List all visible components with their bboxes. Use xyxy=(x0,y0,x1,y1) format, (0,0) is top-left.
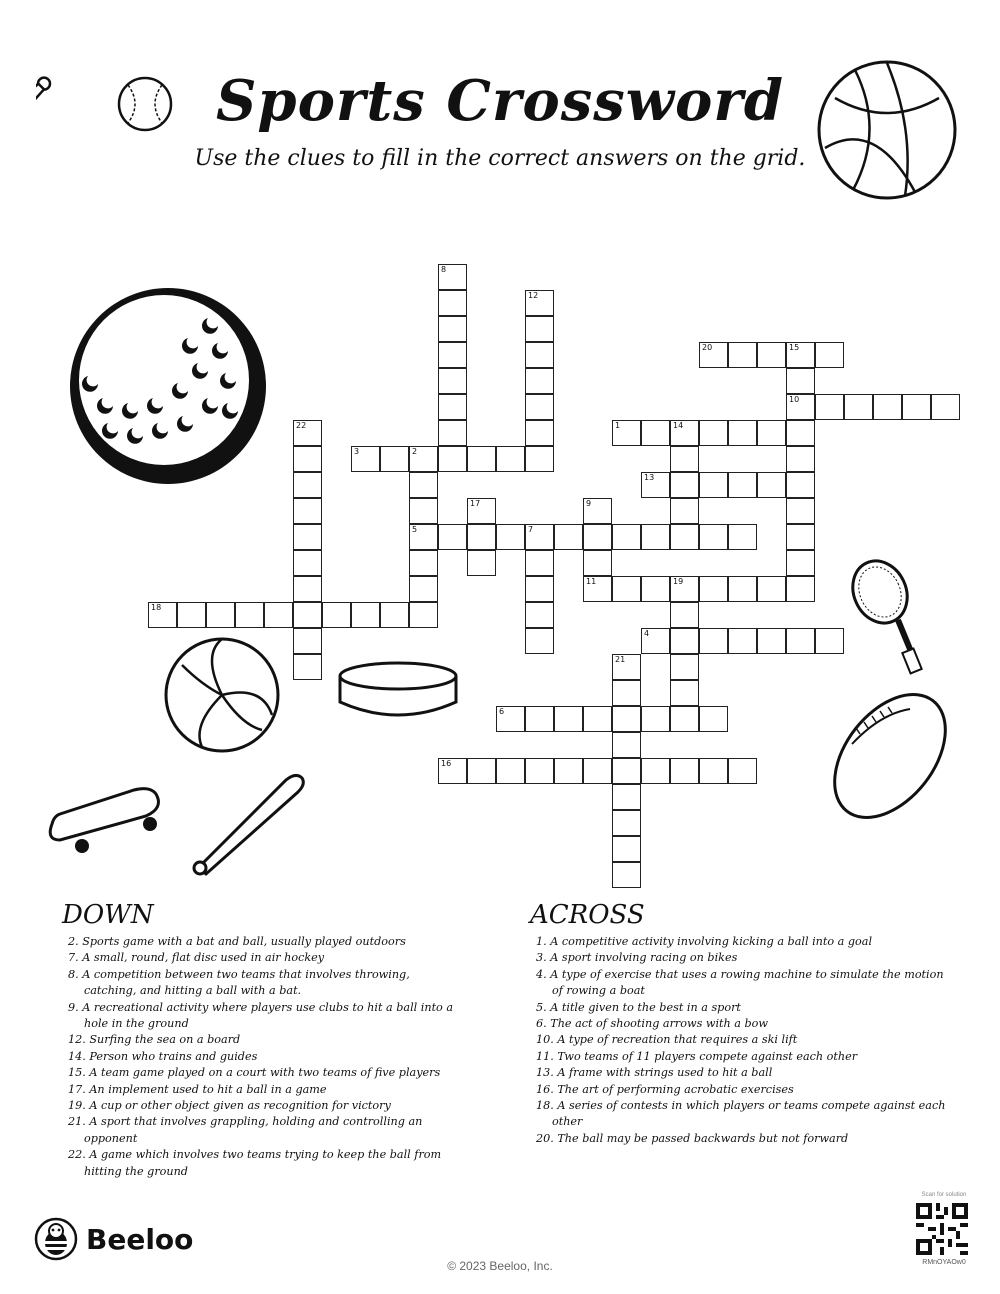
grid-cell[interactable] xyxy=(583,576,612,602)
grid-cell[interactable] xyxy=(728,472,757,498)
clue-number: 2 xyxy=(412,447,418,456)
grid-cell[interactable] xyxy=(380,446,409,472)
grid-cell[interactable] xyxy=(438,368,467,394)
grid-cell[interactable] xyxy=(525,342,554,368)
grid-cell[interactable] xyxy=(525,628,554,654)
grid-cell[interactable] xyxy=(641,576,670,602)
clue-number: 13 xyxy=(644,473,655,482)
grid-cell[interactable] xyxy=(815,342,844,368)
clue-number: 11 xyxy=(586,577,597,586)
down-clue: 7. A small, round, flat disc used in air hockey xyxy=(68,951,325,965)
grid-cell[interactable] xyxy=(612,524,641,550)
down-clue-list xyxy=(62,934,462,1180)
grid-cell[interactable] xyxy=(641,524,670,550)
grid-cell[interactable] xyxy=(786,446,815,472)
grid-cell[interactable] xyxy=(554,706,583,732)
clue-number: 8 xyxy=(441,265,447,274)
grid-cell[interactable] xyxy=(612,862,641,888)
grid-cell[interactable] xyxy=(409,602,438,628)
grid-cell[interactable] xyxy=(525,524,554,550)
grid-cell[interactable] xyxy=(554,758,583,784)
down-clue: 2. Sports game with a bat and ball, usually played outdoors xyxy=(68,935,406,948)
grid-cell[interactable] xyxy=(902,394,931,420)
grid-cell[interactable] xyxy=(293,472,322,498)
grid-cell[interactable] xyxy=(583,758,612,784)
grid-cell[interactable] xyxy=(409,446,438,472)
grid-cell[interactable] xyxy=(786,420,815,446)
across-clue: 18. A series of contests in which players or teams compete against each other xyxy=(536,1099,946,1129)
grid-cell[interactable] xyxy=(467,446,496,472)
grid-cell[interactable] xyxy=(815,394,844,420)
grid-cell[interactable] xyxy=(148,602,177,628)
clue-number: 14 xyxy=(673,421,684,430)
clue-number: 9 xyxy=(586,499,592,508)
grid-cell[interactable] xyxy=(670,602,699,628)
across-clue: 1. A competitive activity involving kicking a ball into a goal xyxy=(536,935,873,948)
grid-cell[interactable] xyxy=(438,342,467,368)
page-title: Sports Crossword xyxy=(215,68,785,134)
grid-cell[interactable] xyxy=(786,524,815,550)
grid-cell[interactable] xyxy=(525,706,554,732)
grid-cell[interactable] xyxy=(699,576,728,602)
grid-cell[interactable] xyxy=(438,290,467,316)
grid-cell[interactable] xyxy=(670,472,699,498)
grid-cell[interactable] xyxy=(496,446,525,472)
grid-cell[interactable] xyxy=(525,602,554,628)
grid-cell[interactable] xyxy=(641,420,670,446)
grid-cell[interactable] xyxy=(380,602,409,628)
across-clue: 3. A sport involving racing on bikes xyxy=(536,951,738,965)
grid-cell[interactable] xyxy=(293,420,322,446)
grid-cell[interactable] xyxy=(612,654,641,680)
clue-number: 22 xyxy=(296,421,307,430)
down-clue: 19. A cup or other object given as recognition for victory xyxy=(68,1099,391,1113)
grid-cell[interactable] xyxy=(438,446,467,472)
clue-number: 16 xyxy=(441,759,452,768)
grid-cell[interactable] xyxy=(496,706,525,732)
clue-number: 7 xyxy=(528,525,534,534)
grid-cell[interactable] xyxy=(264,602,293,628)
grid-cell[interactable] xyxy=(670,576,699,602)
grid-cell[interactable] xyxy=(786,472,815,498)
grid-cell[interactable] xyxy=(438,316,467,342)
grid-cell[interactable] xyxy=(409,498,438,524)
grid-cell[interactable] xyxy=(293,602,322,628)
grid-cell[interactable] xyxy=(409,576,438,602)
grid-cell[interactable] xyxy=(670,524,699,550)
clue-number: 15 xyxy=(789,343,800,352)
grid-cell[interactable] xyxy=(612,576,641,602)
grid-cell[interactable] xyxy=(786,342,815,368)
grid-cell[interactable] xyxy=(525,420,554,446)
grid-cell[interactable] xyxy=(525,316,554,342)
grid-cell[interactable] xyxy=(699,628,728,654)
clue-number: 19 xyxy=(673,577,684,586)
grid-cell[interactable] xyxy=(409,524,438,550)
grid-cell[interactable] xyxy=(351,446,380,472)
clue-number: 18 xyxy=(151,603,162,612)
page-subtitle: Use the clues to fill in the correct answers on the grid. xyxy=(194,146,806,171)
grid-cell[interactable] xyxy=(699,524,728,550)
across-clue: 4. A type of exercise that uses a rowing machine to simulate the motion of rowing a boat xyxy=(536,967,944,998)
grid-cell[interactable] xyxy=(525,290,554,316)
grid-cell[interactable] xyxy=(728,576,757,602)
grid-cell[interactable] xyxy=(670,498,699,524)
grid-cell[interactable] xyxy=(235,602,264,628)
grid-cell[interactable] xyxy=(873,394,902,420)
grid-cell[interactable] xyxy=(670,420,699,446)
grid-cell[interactable] xyxy=(699,472,728,498)
grid-cell[interactable] xyxy=(728,420,757,446)
grid-cell[interactable] xyxy=(525,394,554,420)
grid-cell[interactable] xyxy=(583,498,612,524)
clue-number: 10 xyxy=(789,395,800,404)
grid-cell[interactable] xyxy=(467,758,496,784)
copyright: © 2023 Beeloo, Inc. xyxy=(447,1259,553,1273)
qr-code-id: RMnOYAOw0 xyxy=(922,1259,966,1266)
brand-name: Beeloo xyxy=(86,1222,194,1256)
down-clue: 15. A team game played on a court with two teams of five players xyxy=(68,1066,441,1080)
grid-cell[interactable] xyxy=(612,680,641,706)
clue-number: 17 xyxy=(470,499,481,508)
grid-cell[interactable] xyxy=(583,524,612,550)
grid-cell[interactable] xyxy=(438,524,467,550)
across-clue: 6. The act of shooting arrows with a bow xyxy=(536,1017,768,1031)
grid-cell[interactable] xyxy=(351,602,380,628)
clue-number: 4 xyxy=(644,629,650,638)
clue-number: 1 xyxy=(615,421,621,430)
grid-cell[interactable] xyxy=(467,498,496,524)
clue-number: 21 xyxy=(615,655,626,664)
grid-cell[interactable] xyxy=(438,264,467,290)
grid-cell[interactable] xyxy=(293,550,322,576)
grid-cell[interactable] xyxy=(786,394,815,420)
grid-cell[interactable] xyxy=(293,498,322,524)
grid-cell[interactable] xyxy=(786,498,815,524)
grid-cell[interactable] xyxy=(699,342,728,368)
grid-cell[interactable] xyxy=(786,368,815,394)
grid-cell[interactable] xyxy=(409,550,438,576)
grid-cell[interactable] xyxy=(670,654,699,680)
grid-cell[interactable] xyxy=(467,550,496,576)
grid-cell[interactable] xyxy=(554,524,583,550)
grid-cell[interactable] xyxy=(699,706,728,732)
grid-cell[interactable] xyxy=(728,758,757,784)
grid-cell[interactable] xyxy=(757,576,786,602)
grid-cell[interactable] xyxy=(467,524,496,550)
clue-number: 3 xyxy=(354,447,360,456)
across-clue: 5. A title given to the best in a sport xyxy=(536,1000,741,1014)
grid-cell[interactable] xyxy=(438,394,467,420)
grid-cell[interactable] xyxy=(206,602,235,628)
grid-cell[interactable] xyxy=(641,472,670,498)
grid-cell[interactable] xyxy=(757,342,786,368)
down-clue: 17. An implement used to hit a ball in a game xyxy=(68,1082,327,1096)
grid-cell[interactable] xyxy=(293,576,322,602)
down-clue: 9. A recreational activity where players use clubs to hit a ball into a hole in the ground xyxy=(68,1000,454,1031)
qr-code-icon xyxy=(916,1203,968,1255)
grid-cell[interactable] xyxy=(525,758,554,784)
grid-cell[interactable] xyxy=(612,706,641,732)
grid-cell[interactable] xyxy=(612,732,641,758)
grid-cell[interactable] xyxy=(728,628,757,654)
grid-cell[interactable] xyxy=(670,758,699,784)
grid-cell[interactable] xyxy=(786,628,815,654)
grid-cell[interactable] xyxy=(815,628,844,654)
grid-cell[interactable] xyxy=(293,628,322,654)
grid-cell[interactable] xyxy=(438,420,467,446)
clue-number: 20 xyxy=(702,343,713,352)
grid-cell[interactable] xyxy=(525,446,554,472)
grid-cell[interactable] xyxy=(670,706,699,732)
grid-cell[interactable] xyxy=(293,654,322,680)
clue-number: 12 xyxy=(528,291,539,300)
grid-cell[interactable] xyxy=(583,706,612,732)
grid-cell[interactable] xyxy=(525,368,554,394)
across-clue: 11. Two teams of 11 players compete against each other xyxy=(536,1049,858,1063)
grid-cell[interactable] xyxy=(786,576,815,602)
across-clue: 20. The ball may be passed backwards but not forward xyxy=(536,1131,849,1145)
grid-cell[interactable] xyxy=(322,602,351,628)
grid-cell[interactable] xyxy=(844,394,873,420)
grid-cell[interactable] xyxy=(612,810,641,836)
grid-cell[interactable] xyxy=(496,758,525,784)
bee-logo-icon xyxy=(34,1217,78,1261)
grid-cell[interactable] xyxy=(177,602,206,628)
grid-cell[interactable] xyxy=(757,472,786,498)
clue-number: 6 xyxy=(499,707,505,716)
grid-cell[interactable] xyxy=(641,706,670,732)
grid-cell[interactable] xyxy=(612,836,641,862)
brand-logo xyxy=(34,1217,193,1261)
qr-caption: Scan for solution xyxy=(921,1192,967,1198)
grid-cell[interactable] xyxy=(670,628,699,654)
down-clue: 8. A competition between two teams that involves throwing, catching, and hitting a ball with a bat. xyxy=(68,967,410,998)
grid-cell[interactable] xyxy=(293,524,322,550)
across-clue: 13. A frame with strings used to hit a ball xyxy=(536,1066,773,1080)
grid-cell[interactable] xyxy=(757,628,786,654)
grid-cell[interactable] xyxy=(670,680,699,706)
down-clue: 12. Surfing the sea on a board xyxy=(68,1033,241,1047)
down-clue: 14. Person who trains and guides xyxy=(68,1049,258,1063)
across-clue: 10. A type of recreation that requires a ski lift xyxy=(536,1033,798,1047)
grid-cell[interactable] xyxy=(641,628,670,654)
grid-cell[interactable] xyxy=(670,446,699,472)
across-clue: 16. The art of performing acrobatic exercises xyxy=(536,1082,794,1096)
down-clue: 22. A game which involves two teams trying to keep the ball from hitting the ground xyxy=(68,1148,442,1178)
across-heading: ACROSS xyxy=(530,900,645,930)
grid-cell[interactable] xyxy=(699,758,728,784)
clue-number: 5 xyxy=(412,525,418,534)
grid-cell[interactable] xyxy=(786,550,815,576)
grid-cell[interactable] xyxy=(409,472,438,498)
grid-cell[interactable] xyxy=(496,524,525,550)
grid-cell[interactable] xyxy=(612,784,641,810)
across-clue-list xyxy=(530,934,950,1147)
grid-cell[interactable] xyxy=(699,420,728,446)
grid-cell[interactable] xyxy=(728,524,757,550)
down-clue: 21. A sport that involves grappling, holding and controlling an opponent xyxy=(68,1115,423,1145)
grid-cell[interactable] xyxy=(583,550,612,576)
grid-cell[interactable] xyxy=(525,550,554,576)
down-heading: DOWN xyxy=(62,900,154,930)
grid-cell[interactable] xyxy=(293,446,322,472)
grid-cell[interactable] xyxy=(641,758,670,784)
grid-cell[interactable] xyxy=(728,342,757,368)
grid-cell[interactable] xyxy=(757,420,786,446)
grid-cell[interactable] xyxy=(438,758,467,784)
grid-cell[interactable] xyxy=(612,420,641,446)
grid-cell[interactable] xyxy=(612,758,641,784)
grid-cell[interactable] xyxy=(525,576,554,602)
grid-cell[interactable] xyxy=(931,394,960,420)
